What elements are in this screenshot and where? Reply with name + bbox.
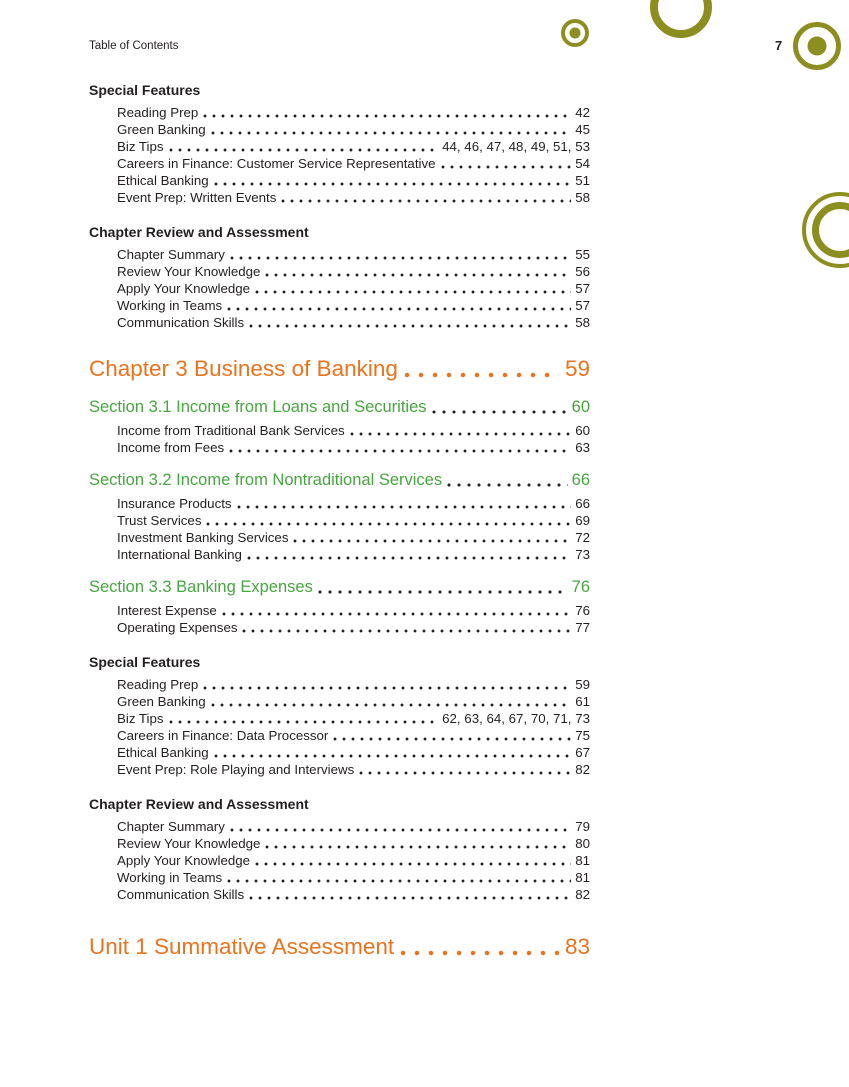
dot-leader	[404, 372, 559, 378]
toc-unit-label: Unit 1 Summative Assessment	[89, 934, 395, 959]
toc-entry-page: 82	[575, 887, 590, 902]
toc-chapter-row	[89, 355, 590, 383]
toc-entry-page: 77	[575, 620, 590, 635]
toc-entry-row	[117, 422, 590, 439]
toc-entry-label: Biz Tips	[117, 139, 164, 154]
dot-leader	[211, 703, 572, 707]
toc-entry-label: Ethical Banking	[117, 173, 209, 188]
toc-entry-label: Biz Tips	[117, 711, 164, 726]
toc-entry-row	[117, 314, 590, 331]
dot-leader	[359, 771, 571, 775]
dot-leader	[230, 256, 571, 260]
toc-entry-page: 60	[575, 423, 590, 438]
toc-entry-page: 82	[575, 762, 590, 777]
toc-entry-row	[117, 744, 590, 761]
toc-entry-label: Interest Expense	[117, 603, 217, 618]
dot-leader	[249, 896, 571, 900]
toc-entry-label: Working in Teams	[117, 298, 223, 313]
toc-entry-page: 73	[575, 547, 590, 562]
toc-subheading-label: Chapter Review and Assessment	[89, 796, 309, 812]
toc-entry-row	[117, 512, 590, 529]
toc-section-label: Section 3.1 Income from Loans and Securities	[89, 398, 427, 416]
dot-leader	[206, 522, 571, 526]
toc-entry-label: Apply Your Knowledge	[117, 853, 251, 868]
dot-leader	[229, 449, 571, 453]
toc-section-page: 60	[571, 398, 590, 416]
toc-entry-row	[117, 263, 590, 280]
dot-leader	[222, 612, 571, 616]
page-number: 7	[775, 38, 783, 53]
toc-entry-row	[117, 835, 590, 852]
toc-entry-row	[117, 189, 590, 206]
dot-leader	[203, 686, 571, 690]
dot-leader	[214, 182, 572, 186]
toc-subheading-row	[89, 82, 590, 99]
toc-subheading-row	[89, 224, 590, 241]
toc-section-label: Section 3.2 Income from Nontraditional Services	[89, 471, 443, 489]
toc-subheading-label: Special Features	[89, 654, 201, 670]
toc-entry-label: Income from Traditional Bank Services	[117, 423, 345, 438]
toc-entry-page: 55	[575, 247, 590, 262]
dot-leader	[293, 539, 571, 543]
toc-entry-page: 63	[575, 440, 590, 455]
toc-entry-row	[117, 280, 590, 297]
toc-entry-page: 44, 46, 47, 48, 49, 51, 53	[442, 139, 590, 154]
dot-leader	[255, 862, 571, 866]
toc-entry-row	[117, 155, 590, 172]
toc-section-page: 76	[571, 578, 590, 596]
toc-entry-label: Communication Skills	[117, 315, 245, 330]
dot-leader	[227, 879, 571, 883]
ring-core-dot	[570, 28, 581, 39]
toc-entry-page: 61	[575, 694, 590, 709]
toc-entry-page: 67	[575, 745, 590, 760]
toc-subheading-label: Special Features	[89, 82, 201, 98]
dot-leader	[237, 505, 572, 509]
toc-subheading-row	[89, 796, 590, 813]
dot-leader	[249, 324, 571, 328]
dot-leader	[230, 828, 571, 832]
toc-chapter-label: Chapter 3 Business of Banking	[89, 356, 398, 381]
toc-chapter-page: 59	[564, 356, 590, 381]
toc-entry-row	[117, 676, 590, 693]
toc-entry-page: 54	[575, 156, 590, 171]
toc-entry-label: Review Your Knowledge	[117, 264, 261, 279]
bullseye-ring-small-icon	[561, 19, 589, 47]
toc-entry-page: 81	[575, 853, 590, 868]
running-head	[89, 38, 849, 54]
dot-leader	[441, 165, 572, 169]
dot-leader	[447, 483, 568, 487]
toc-entry-page: 75	[575, 728, 590, 743]
toc-entry-row	[117, 138, 590, 155]
toc-entry-label: Apply Your Knowledge	[117, 281, 251, 296]
dot-leader	[281, 199, 571, 203]
toc-unit-row	[89, 933, 590, 961]
dot-leader	[400, 950, 559, 956]
dot-leader	[265, 845, 571, 849]
toc-entry-row	[117, 121, 590, 138]
toc-entry-page: 58	[575, 190, 590, 205]
dot-leader	[255, 290, 571, 294]
toc-entry-row	[117, 104, 590, 121]
toc-entry-page: 51	[575, 173, 590, 188]
toc-entry-row	[117, 619, 590, 636]
toc-entry-label: Event Prep: Role Playing and Interviews	[117, 762, 355, 777]
toc-entry-page: 56	[575, 264, 590, 279]
dot-leader	[242, 629, 571, 633]
toc-entry-row	[117, 869, 590, 886]
toc-entry-row	[117, 761, 590, 778]
toc-entry-row	[117, 546, 590, 563]
toc-entry-label: Review Your Knowledge	[117, 836, 261, 851]
toc-entry-label: Working in Teams	[117, 870, 223, 885]
toc-entry-page: 79	[575, 819, 590, 834]
dot-leader	[169, 148, 439, 152]
toc-entry-page: 72	[575, 530, 590, 545]
toc-entry-label: Income from Fees	[117, 440, 225, 455]
toc-entry-label: Chapter Summary	[117, 819, 225, 834]
toc-unit-page: 83	[564, 934, 590, 959]
toc-subheading-label: Chapter Review and Assessment	[89, 224, 309, 240]
dot-leader	[350, 432, 572, 436]
toc-entry-page: 45	[575, 122, 590, 137]
large-cropped-ring-icon	[650, 0, 712, 38]
dot-leader	[203, 114, 571, 118]
toc-entry-page: 58	[575, 315, 590, 330]
toc-entry-row	[117, 297, 590, 314]
dot-leader	[169, 720, 439, 724]
toc-section-row	[89, 470, 590, 491]
dot-leader	[227, 307, 571, 311]
toc-entry-label: Investment Banking Services	[117, 530, 289, 545]
toc-entry-page: 80	[575, 836, 590, 851]
toc-entry-label: Reading Prep	[117, 677, 199, 692]
toc-entry-row	[117, 852, 590, 869]
running-head-title: Table of Contents	[89, 40, 179, 52]
toc-entry-label: Green Banking	[117, 694, 206, 709]
dot-leader	[247, 556, 571, 560]
toc-entry-row	[117, 818, 590, 835]
dot-leader	[333, 737, 571, 741]
toc-entry-label: International Banking	[117, 547, 242, 562]
toc-entry-row	[117, 886, 590, 903]
dot-leader	[432, 410, 568, 414]
toc-entry-page: 66	[575, 496, 590, 511]
toc-entry-row	[117, 495, 590, 512]
toc-entry-label: Insurance Products	[117, 496, 232, 511]
dot-leader	[265, 273, 571, 277]
toc-section-row	[89, 397, 590, 418]
ring-core-dot	[808, 37, 827, 56]
toc-section-page: 66	[571, 471, 590, 489]
toc-section-row	[89, 577, 590, 598]
dot-leader	[214, 754, 572, 758]
toc-entry-page: 42	[575, 105, 590, 120]
toc-entry-label: Reading Prep	[117, 105, 199, 120]
toc-entry-page: 62, 63, 64, 67, 70, 71, 73	[442, 711, 590, 726]
toc-entry-label: Ethical Banking	[117, 745, 209, 760]
toc-entry-page: 81	[575, 870, 590, 885]
toc-entry-page: 57	[575, 298, 590, 313]
toc-entry-page: 69	[575, 513, 590, 528]
toc-list	[89, 82, 590, 961]
toc-entry-label: Operating Expenses	[117, 620, 238, 635]
toc-entry-row	[117, 172, 590, 189]
toc-entry-row	[117, 439, 590, 456]
toc-entry-label: Chapter Summary	[117, 247, 225, 262]
toc-entry-label: Careers in Finance: Customer Service Representative	[117, 156, 436, 171]
toc-entry-label: Event Prep: Written Events	[117, 190, 277, 205]
toc-subheading-row	[89, 654, 590, 671]
toc-section-label: Section 3.3 Banking Expenses	[89, 578, 313, 596]
toc-entry-page: 59	[575, 677, 590, 692]
dot-leader	[318, 590, 568, 594]
toc-entry-label: Green Banking	[117, 122, 206, 137]
toc-entry-row	[117, 693, 590, 710]
toc-entry-page: 57	[575, 281, 590, 296]
toc-entry-label: Trust Services	[117, 513, 202, 528]
toc-entry-row	[117, 710, 590, 727]
toc-entry-label: Communication Skills	[117, 887, 245, 902]
toc-entry-row	[117, 529, 590, 546]
toc-entry-page: 76	[575, 603, 590, 618]
bullseye-ring-corner-icon	[793, 22, 841, 70]
toc-entry-row	[117, 602, 590, 619]
toc-entry-row	[117, 246, 590, 263]
toc-entry-row	[117, 727, 590, 744]
dot-leader	[211, 131, 572, 135]
toc-entry-label: Careers in Finance: Data Processor	[117, 728, 329, 743]
